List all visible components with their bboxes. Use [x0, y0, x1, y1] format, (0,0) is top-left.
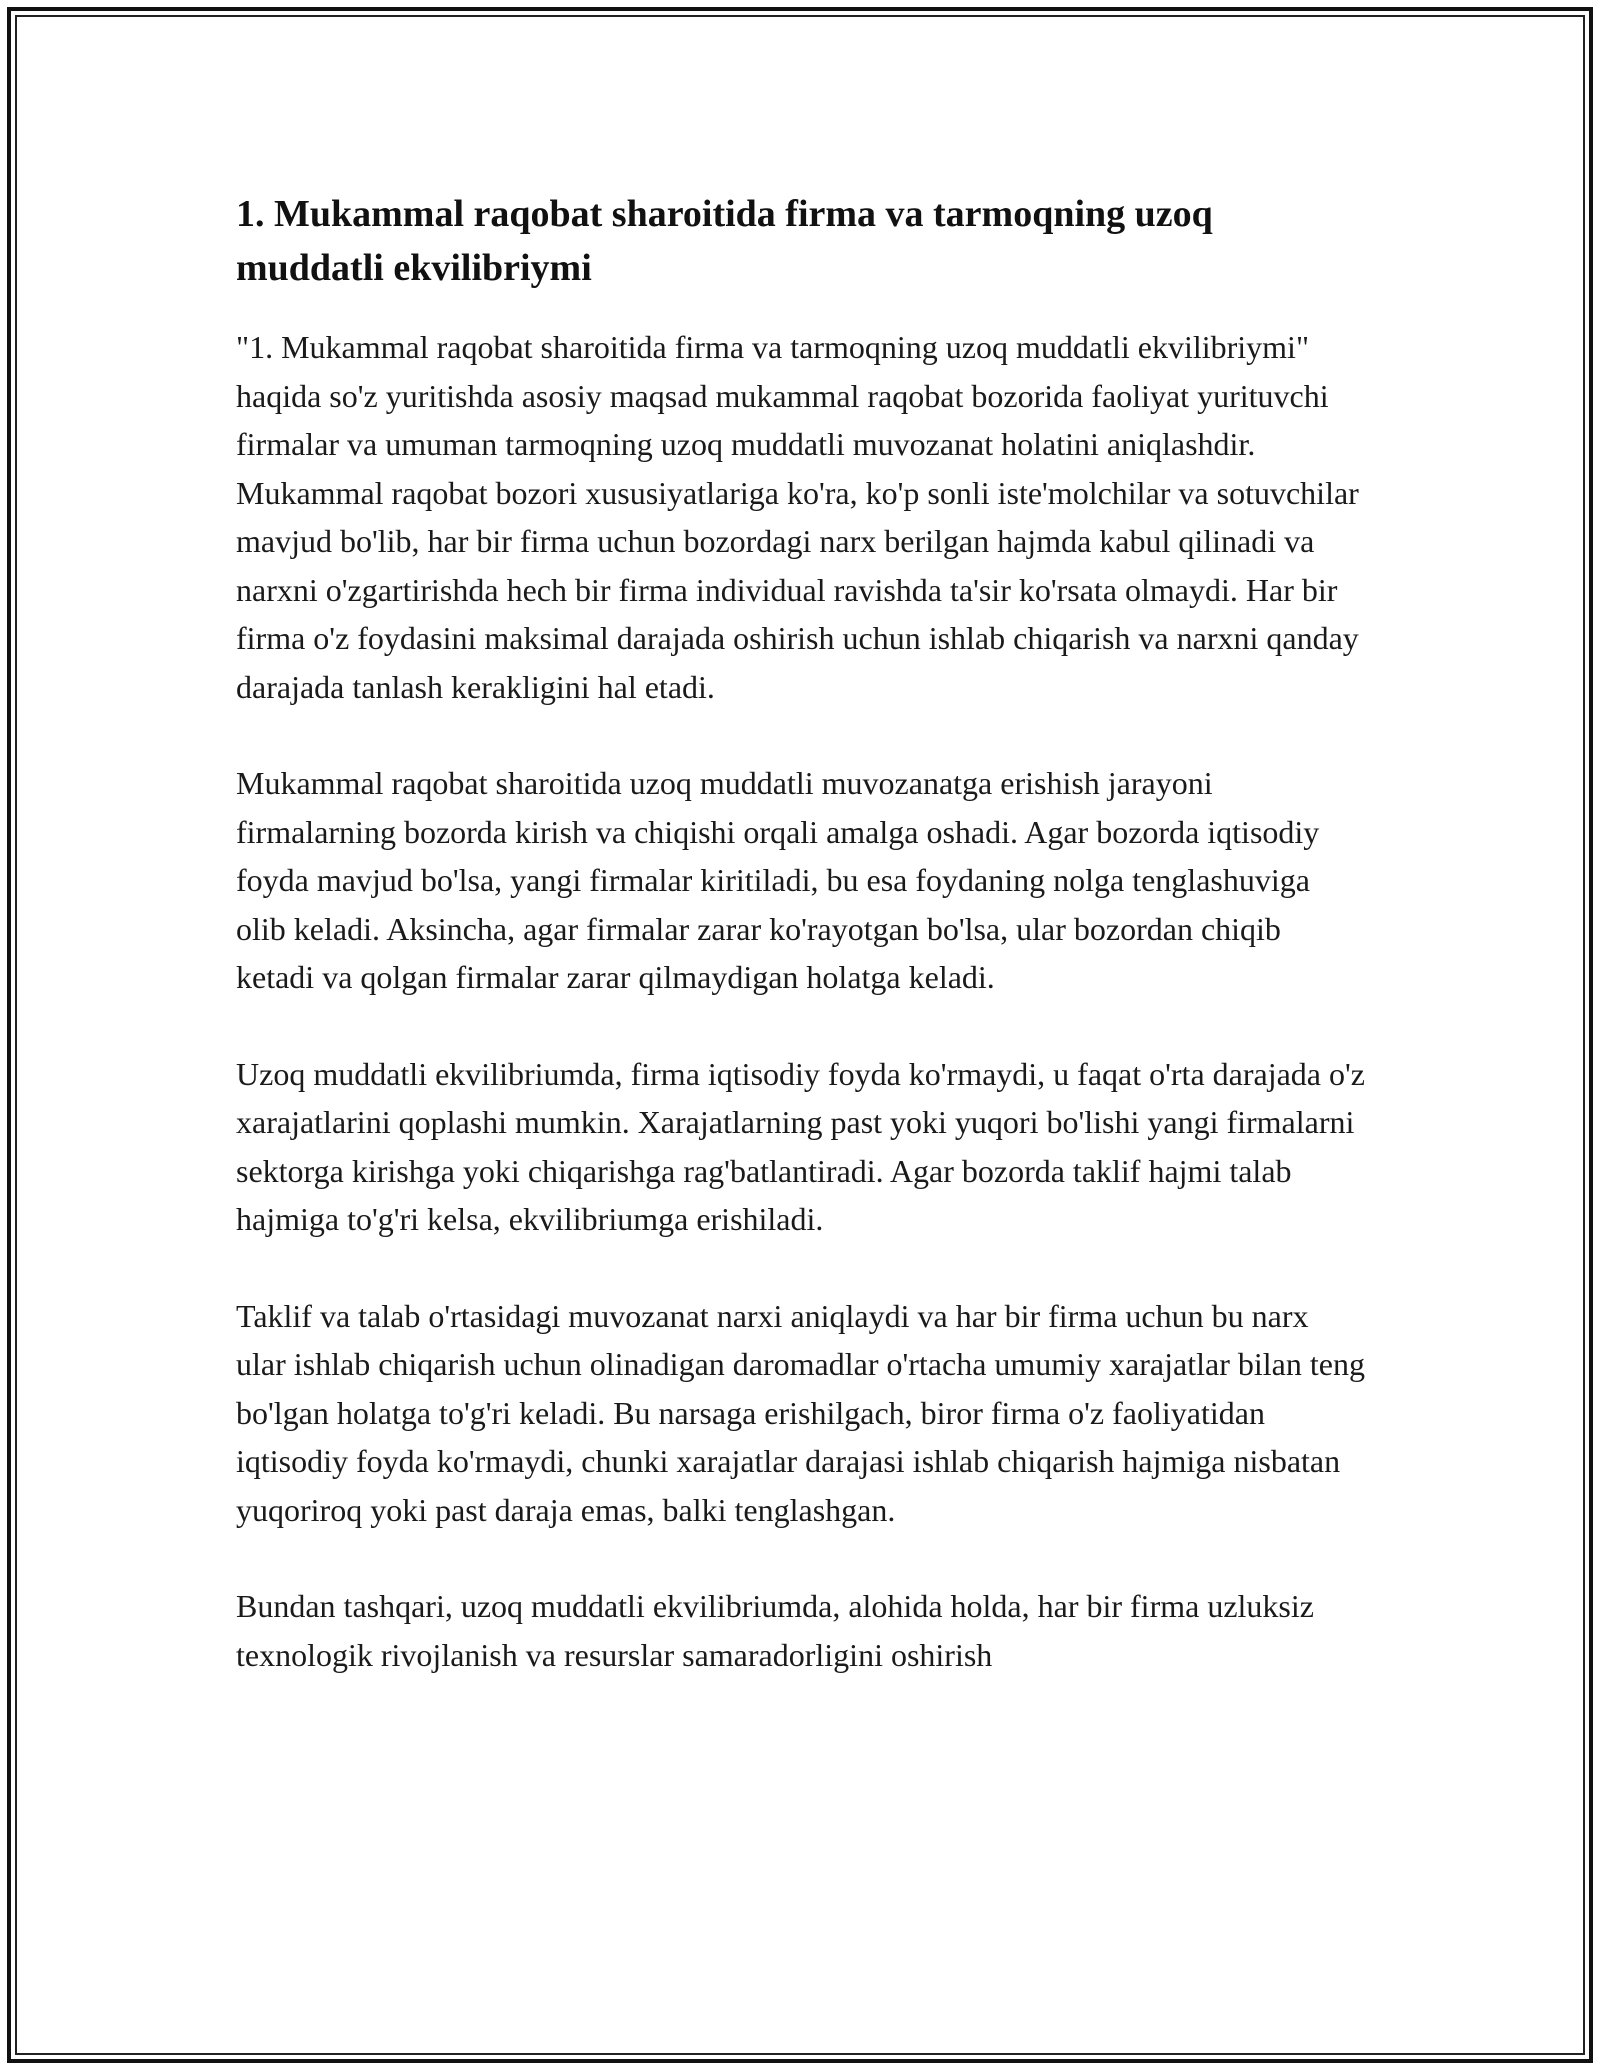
paragraph-1: "1. Mukammal raqobat sharoitida firma va tarmoqning uzoq muddatli ekvilibriymi" haqida so'z yuritishda asosiy maqsad mukammal raqobat bozorida faoliyat yurituvchi firmalar va umuman tarmoqning uzoq muddatli muvozanat holatini aniqlashdir. Mukammal raqobat bozori xususiyatlariga ko'ra, ko'p sonli iste'molchilar va sotuvchilar mavjud bo'lib, har bir firma uchun bozordagi narx berilgan hajmda kabul qilinadi va narxni o'zgartirishda hech bir firma individual ravishda ta'sir ko'rsata olmaydi. Har bir firma o'z foydasini maksimal darajada oshirish uchun ishlab chiqarish va narxni qanday darajada tanlash kerakligini hal etadi. — [236, 329, 1359, 705]
paragraph-4: Taklif va talab o'rtasidagi muvozanat narxi aniqlaydi va har bir firma uchun bu narx ular ishlab chiqarish uchun olinadigan daromadlar o'rtacha umumiy xarajatlar bilan teng bo'lgan holatga to'g'ri keladi. Bu narsaga erishilgach, biror firma o'z faoliyatidan iqtisodiy foyda ko'rmaydi, chunki xarajatlar darajasi ishlab chiqarish hajmiga nisbatan yuqoriroq yoki past daraja emas, balki tenglashgan. — [236, 1297, 1365, 1528]
document-body — [236, 187, 1366, 1727]
paragraph-3: Uzoq muddatli ekvilibriumda, firma iqtisodiy foyda ko'rmaydi, u faqat o'rta darajada o'z xarajatlarini qoplashi mumkin. Xarajatlarning past yoki yuqori bo'lishi yangi firmalarni sektorga kirishga yoki chiqarishga rag'batlantiradi. Agar bozorda taklif hajmi talab hajmiga to'g'ri kelsa, ekvilibriumga erishiladi. — [236, 1055, 1365, 1237]
paragraph-2: Mukammal raqobat sharoitida uzoq muddatli muvozanatga erishish jarayoni firmalarning bozorda kirish va chiqishi orqali amalga oshadi. Agar bozorda iqtisodiy foyda mavjud bo'lsa, yangi firmalar kiritiladi, bu esa foydaning nolga tenglashuviga olib keladi. Aksincha, agar firmalar zarar ko'rayotgan bo'lsa, ular bozordan chiqib ketadi va qolgan firmalar zarar qilmaydigan holatga keladi. — [236, 765, 1320, 995]
document-title: 1. Mukammal raqobat sharoitida firma va tarmoqning uzoq muddatli ekvilibriymi — [236, 193, 1213, 289]
paragraph-5: Bundan tashqari, uzoq muddatli ekvilibriumda, alohida holda, har bir firma uzluksiz texnologik rivojlanish va resurslar samaradorligini oshirish — [236, 1588, 1314, 1673]
